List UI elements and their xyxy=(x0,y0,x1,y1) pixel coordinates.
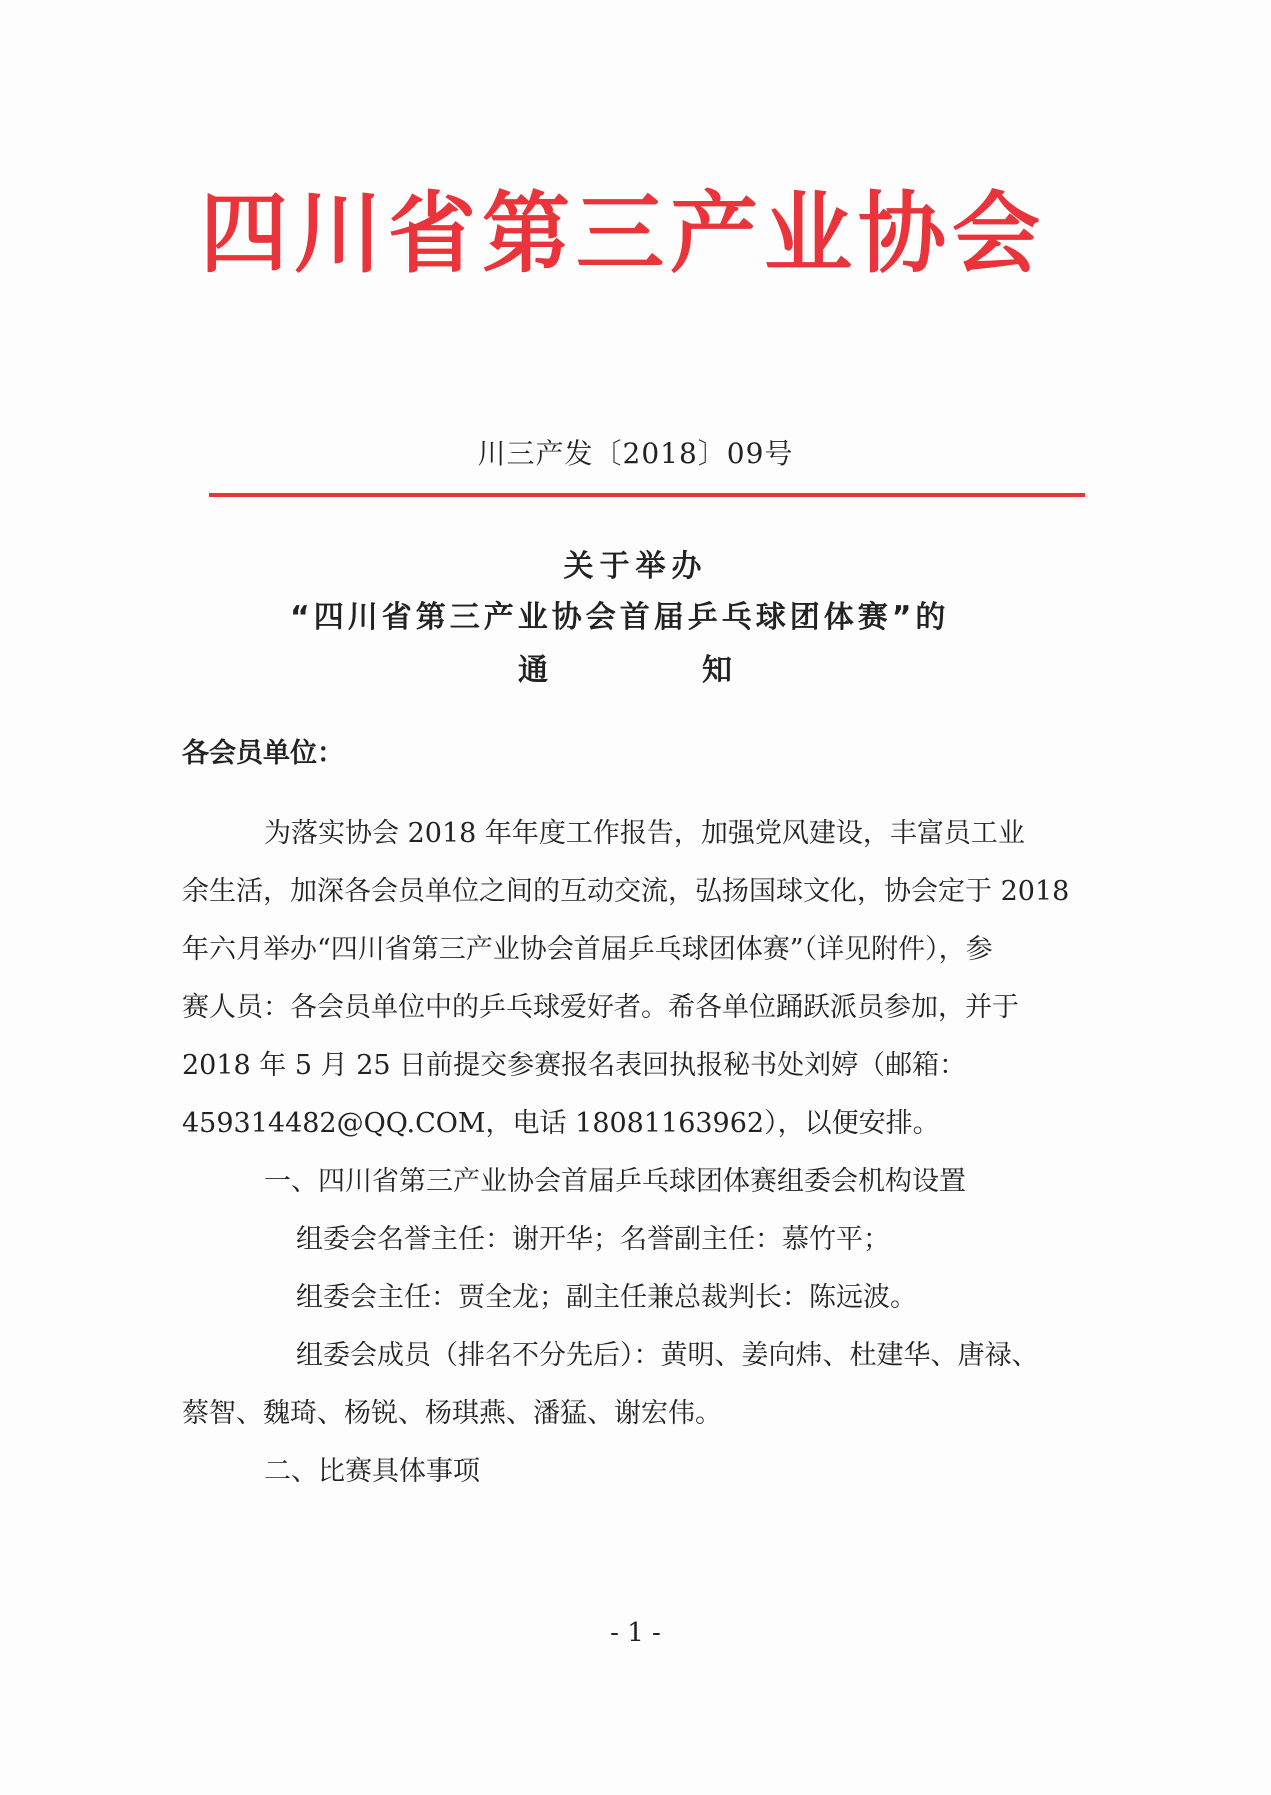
notice-title-line3 xyxy=(518,653,818,688)
body-line: 余生活，加深各会员单位之间的互动交流，弘扬国球文化，协会定于 2018 xyxy=(182,876,1070,907)
notice-title-line1: 关于举办 xyxy=(563,549,708,584)
organization-title: 四川省第三产业协会 xyxy=(200,182,1047,285)
notice-title-line2: “四川省第三产业协会首届乒乓球团体赛”的 xyxy=(290,600,950,635)
section-heading: 一、四川省第三产业协会首届乒乓球团体赛组委会机构设置 xyxy=(264,1166,966,1197)
section-heading: 二、比赛具体事项 xyxy=(264,1456,480,1487)
body-line: 为落实协会 2018 年年度工作报告，加强党风建设，丰富员工业 xyxy=(264,818,1025,849)
page-number: - 1 - xyxy=(610,1618,661,1648)
body-line: 2018 年 5 月 25 日前提交参赛报名表回执报秘书处刘婷（邮箱： xyxy=(182,1050,967,1081)
document-number: 川三产发〔2018〕09号 xyxy=(477,437,794,470)
header-divider xyxy=(209,493,1085,497)
notice-title-word-1: 通 xyxy=(518,653,552,688)
body-line: 459314482@QQ.COM，电话 18081163962），以便安排。 xyxy=(182,1108,940,1139)
body-line: 赛人员：各会员单位中的乒乓球爱好者。希各单位踊跃派员参加，并于 xyxy=(182,992,1019,1023)
body-line: 组委会名誉主任：谢开华；名誉副主任：慕竹平； xyxy=(296,1224,890,1255)
body-line: 组委会成员（排名不分先后）：黄明、姜向炜、杜建华、唐禄、 xyxy=(296,1340,1039,1371)
body-line: 年六月举办“四川省第三产业协会首届乒乓球团体赛”（详见附件），参 xyxy=(182,934,993,965)
salutation: 各会员单位： xyxy=(182,738,344,769)
notice-title-word-2: 知 xyxy=(702,653,736,688)
body-line: 组委会主任：贾全龙；副主任兼总裁判长：陈远波。 xyxy=(296,1282,917,1313)
body-line: 蔡智、魏琦、杨锐、杨琪燕、潘猛、谢宏伟。 xyxy=(182,1398,722,1429)
